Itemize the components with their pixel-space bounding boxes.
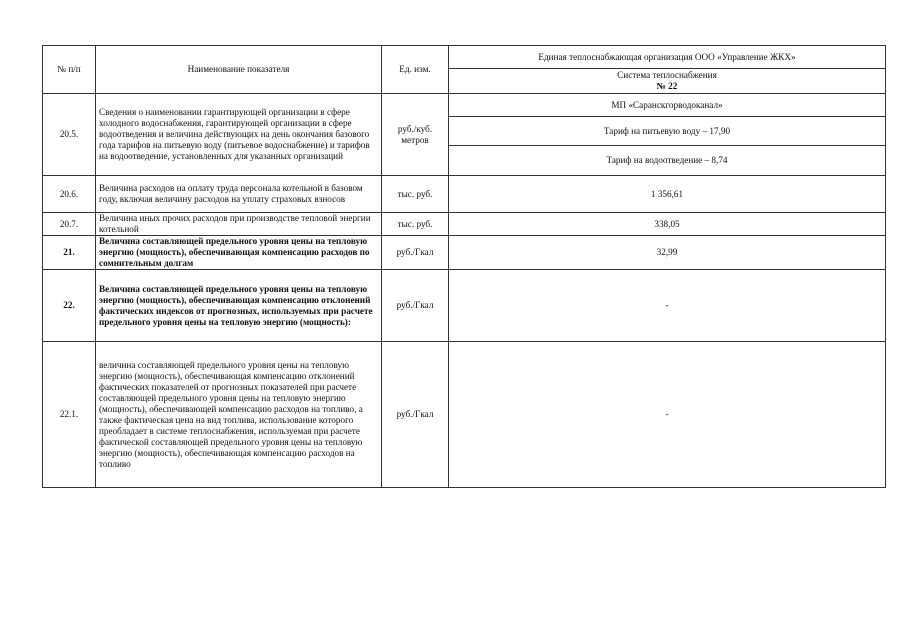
- row-value: -: [449, 342, 886, 488]
- tariff-table: [42, 45, 886, 488]
- table-row: [43, 342, 886, 488]
- row-value: 32,99: [449, 236, 886, 270]
- row-unit: тыс. руб.: [382, 176, 449, 213]
- table-row: [43, 213, 886, 236]
- table-row: [43, 176, 886, 213]
- row-unit: руб./куб. метров: [382, 94, 449, 176]
- row-unit: руб./Гкал: [382, 342, 449, 488]
- table-row: [43, 94, 886, 117]
- header-unit: Ед. изм.: [382, 46, 449, 94]
- row-num: 22.: [43, 270, 96, 342]
- row-value-organization: МП «Саранскгорводоканал»: [449, 94, 886, 117]
- row-value-sewage-tariff: Тариф на водоотведение – 8,74: [449, 146, 886, 176]
- row-name: величина составляющей предельного уровня цены на тепловую энергию (мощность), обеспечивающая компенсацию отклонений фактических показателей от прогнозных показателей при расчете составляющей предельного уровня цены на тепловую энергию (мощность), обеспечивающей компенсацию расходов на топливо, а также фактическая цена на вид топлива, использование которого преобладает в системе теплоснабжения, используемая при расчете фактической составляющей предельного уровня цены на тепловую энергию (мощность), обеспечивающая компенсацию расходов на топливо: [96, 342, 382, 488]
- row-num: 20.5.: [43, 94, 96, 176]
- row-name: Величина составляющей предельного уровня цены на тепловую энергию (мощность), обеспечивающая компенсацию отклонений фактических индексов от прогнозных, используемых при расчете предельного уровня цены на тепловую энергию (мощность):: [96, 270, 382, 342]
- header-system: [449, 69, 886, 94]
- header-num: № п/п: [43, 46, 96, 94]
- row-name: Величина расходов на оплату труда персонала котельной в базовом году, включая величину расходов на уплату страховых взносов: [96, 176, 382, 213]
- header-system-number: № 22: [656, 81, 678, 91]
- row-name: Сведения о наименовании гарантирующей организации в сфере холодного водоснабжения, гарантирующей организации в сфере водоотведения и величина действующих на день окончания базового года тарифов на питьевую воду (питьевое водоснабжение) и тарифов на водоотведение, установленных для указанных организаций: [96, 94, 382, 176]
- row-unit: тыс. руб.: [382, 213, 449, 236]
- header-organization: Единая теплоснабжающая организация ООО «Управление ЖКХ»: [449, 46, 886, 69]
- row-num: 22.1.: [43, 342, 96, 488]
- row-value: -: [449, 270, 886, 342]
- row-unit: руб./Гкал: [382, 236, 449, 270]
- row-value: 1 356,61: [449, 176, 886, 213]
- row-num: 21.: [43, 236, 96, 270]
- row-num: 20.6.: [43, 176, 96, 213]
- row-name: Величина составляющей предельного уровня цены на тепловую энергию (мощность), обеспечивающая компенсацию расходов по сомнительным долгам: [96, 236, 382, 270]
- header-system-label: Система теплоснабжения: [617, 70, 717, 80]
- row-name: Величина иных прочих расходов при производстве тепловой энергии котельной: [96, 213, 382, 236]
- header-name: Наименование показателя: [96, 46, 382, 94]
- row-unit: руб./Гкал: [382, 270, 449, 342]
- row-num: 20.7.: [43, 213, 96, 236]
- table-row: [43, 236, 886, 270]
- row-value: 338,05: [449, 213, 886, 236]
- row-value-water-tariff: Тариф на питьевую воду – 17,90: [449, 117, 886, 146]
- table-row: [43, 270, 886, 342]
